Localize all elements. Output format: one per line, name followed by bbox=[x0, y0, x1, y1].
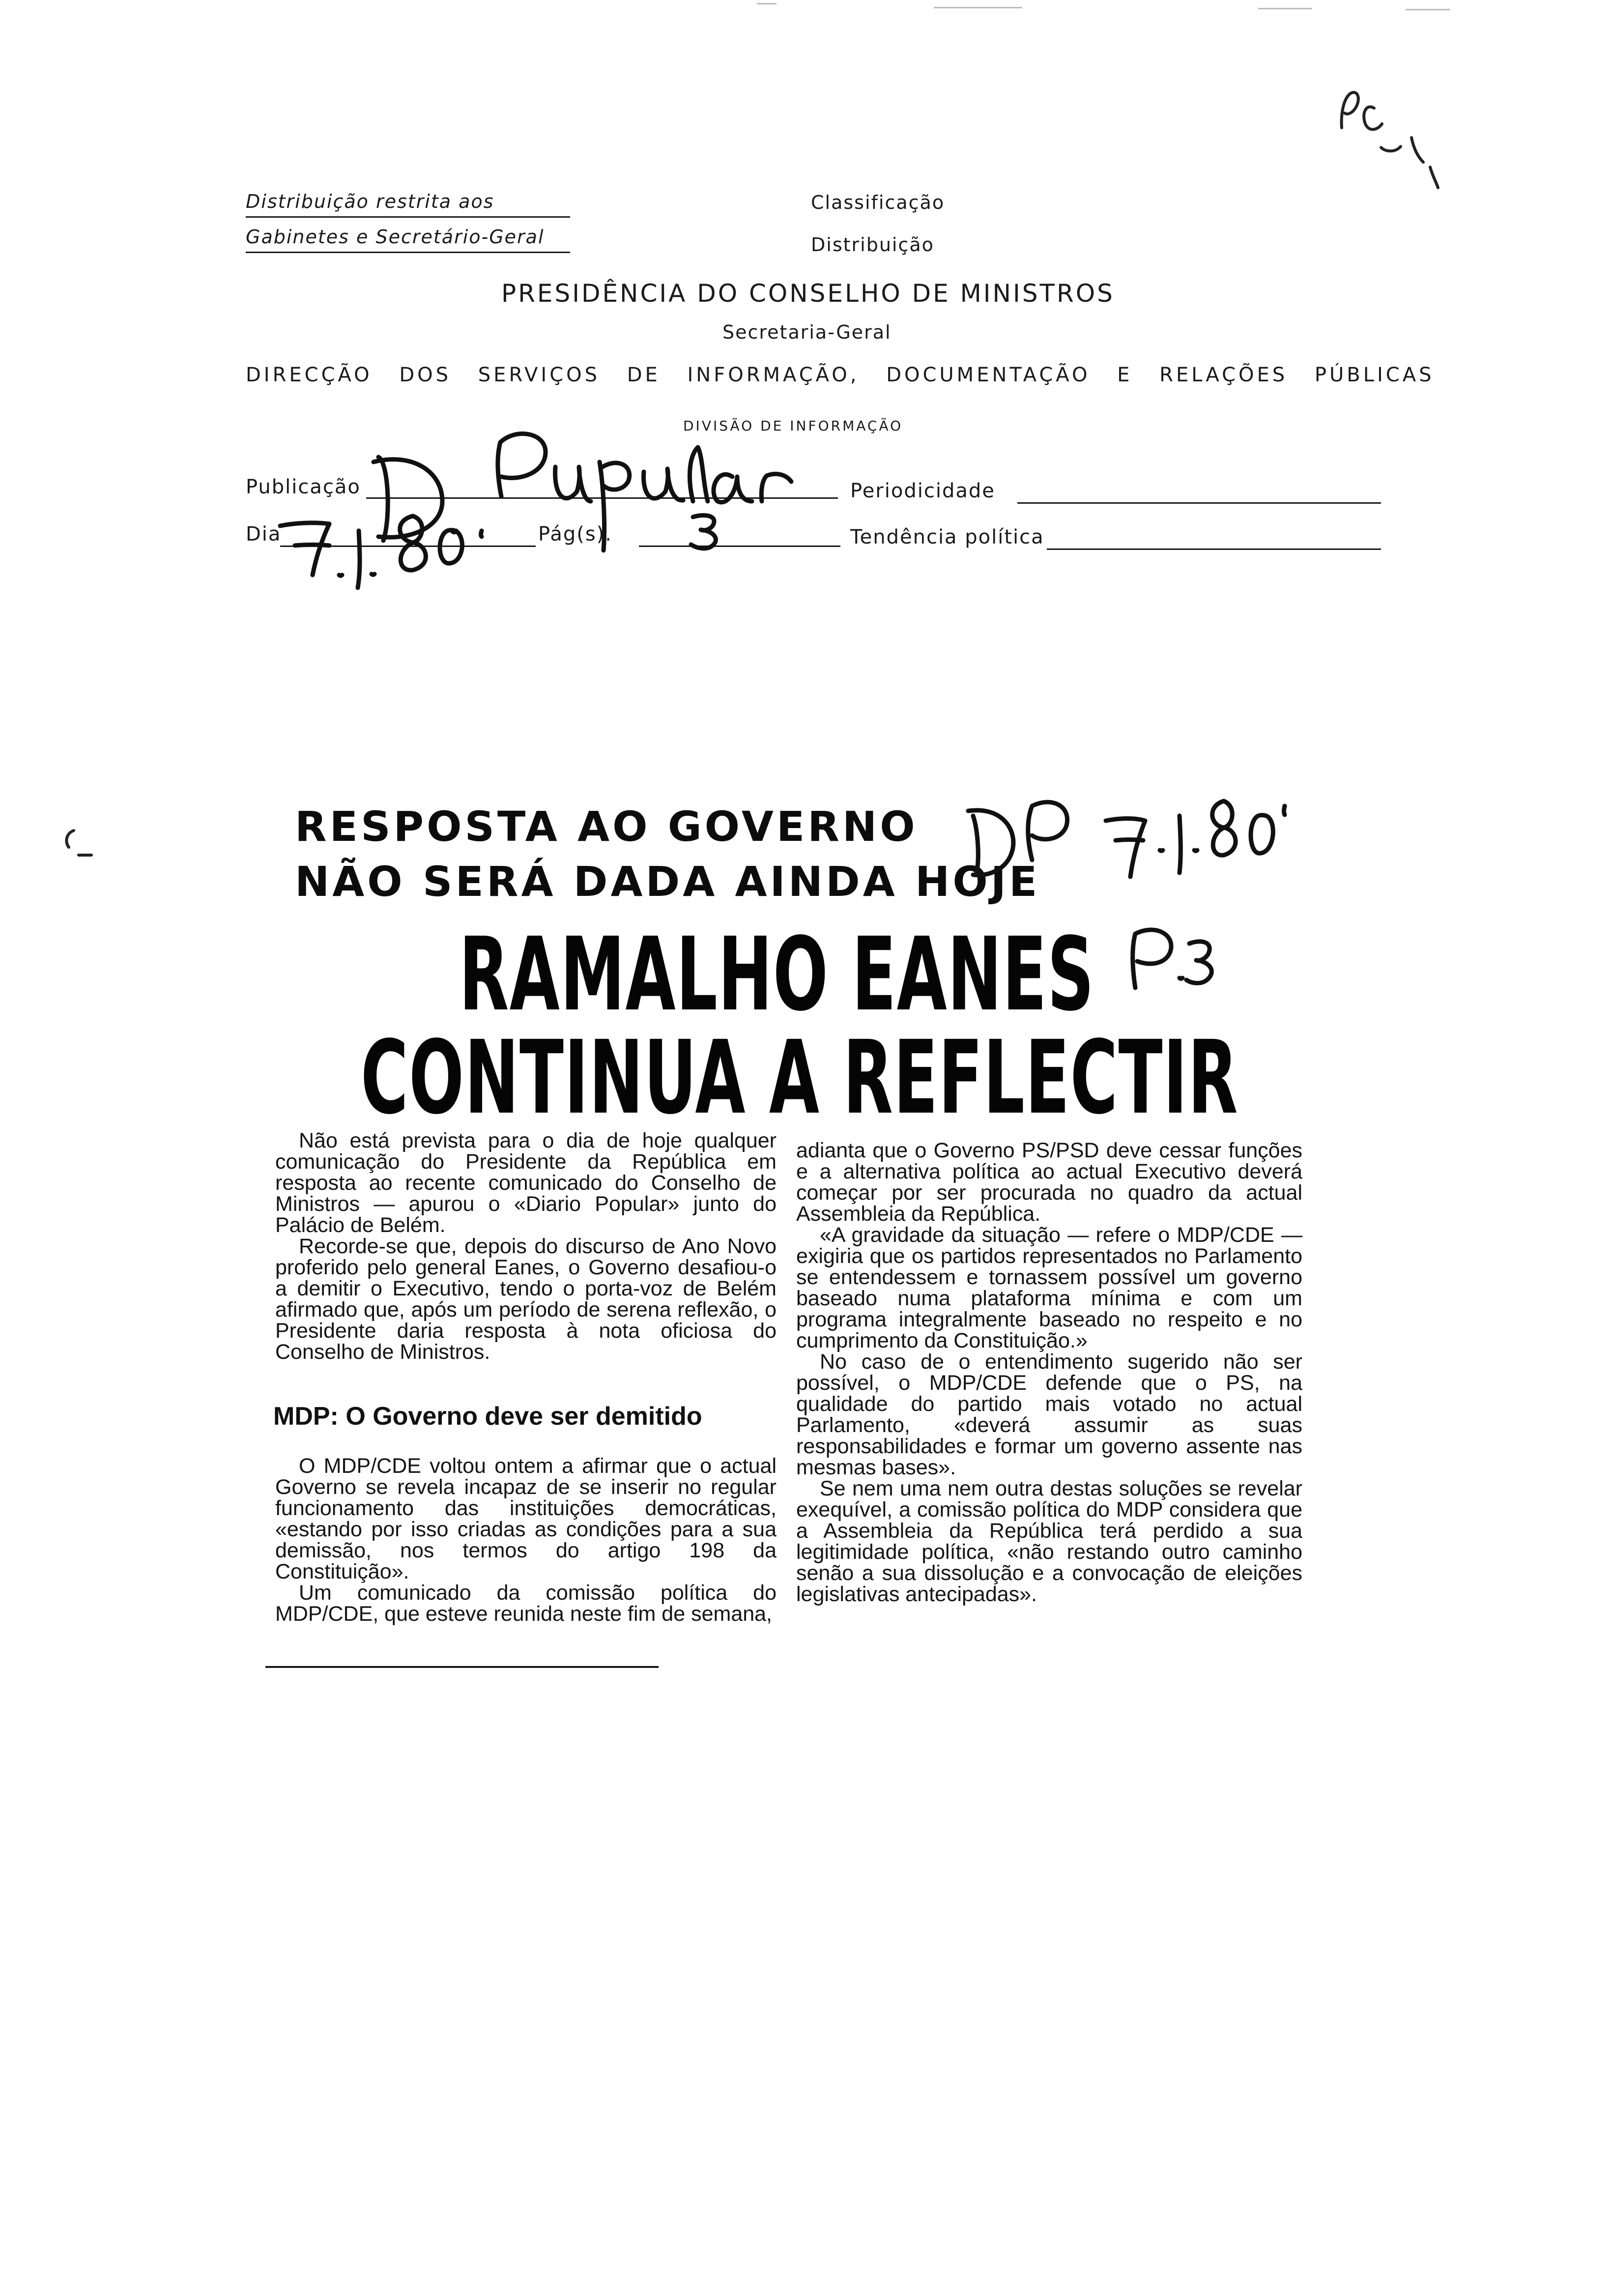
pages-field-line bbox=[639, 545, 840, 547]
periodicity-label: Periodicidade bbox=[850, 480, 995, 502]
day-handwritten-value bbox=[275, 501, 531, 590]
periodicity-field-line bbox=[1017, 502, 1381, 504]
article-paragraph: «A gravidade da situação — refere o MDP/CDE — exigiria que os partidos representados no Parlamento se entendessem e tornassem possível um governo baseado numa plataforma mínima e com um programa integralmente baseado no respeito e no cumprimento da Constituição.» bbox=[796, 1223, 1302, 1352]
article-column-2 bbox=[796, 1140, 1302, 1605]
article-paragraph: O MDP/CDE voltou ontem a afirmar que o actual Governo se revela incapaz de se inserir no regular funcionamento das instituições democráticas, «estando por isso criadas as condições para a sua demissão, nos termos do artigo 198 da Constituição». bbox=[275, 1454, 777, 1583]
article-end-rule bbox=[265, 1666, 659, 1668]
page-reference-handwritten bbox=[1116, 919, 1224, 1003]
pages-handwritten-value bbox=[683, 511, 732, 550]
division-label: DIVISÃO DE INFORMAÇÃO bbox=[683, 418, 903, 434]
article-kicker-line2: NÃO SERÁ DADA AINDA HOJE bbox=[295, 858, 1040, 906]
scan-mark-top bbox=[1258, 8, 1312, 9]
classification-label: Classificação bbox=[811, 192, 945, 213]
article-paragraph: No caso de o entendimento sugerido não ser possível, o MDP/CDE defende que o PS, na qualidade do partido mais votado no actual Parlamento, «deverá assumir as suas responsabilidades e formar um governo assente nas mesmas bases». bbox=[796, 1350, 1302, 1479]
clip-reference-handwritten bbox=[958, 786, 1293, 885]
pages-label: Pág(s). bbox=[538, 523, 612, 545]
scan-mark-top bbox=[1406, 9, 1450, 10]
publication-label: Publicação bbox=[246, 476, 361, 498]
tendency-label: Tendência política bbox=[850, 526, 1044, 548]
scan-mark-top bbox=[934, 7, 1022, 8]
article-kicker-line1: RESPOSTA AO GOVERNO bbox=[295, 803, 918, 851]
header-rule bbox=[246, 252, 570, 253]
directorate-label: DIRECÇÃO DOS SERVIÇOS DE INFORMAÇÃO, DOCUMENTAÇÃO E RELAÇÕES PÚBLICAS bbox=[246, 364, 1435, 386]
institution-title: PRESIDÊNCIA DO CONSELHO DE MINISTROS bbox=[501, 279, 1115, 308]
header-rule bbox=[246, 216, 570, 218]
margin-mark bbox=[54, 826, 93, 865]
corner-mark bbox=[1327, 79, 1445, 197]
article-column-1 bbox=[275, 1130, 777, 1363]
distribution-label: Distribuição bbox=[811, 234, 934, 256]
article-paragraph: adianta que o Governo PS/PSD deve cessar funções e a alternativa política ao actual Executivo deverá começar por ser procurada no quadro da actual Assembleia da República. bbox=[796, 1139, 1302, 1226]
article-paragraph: Se nem uma nem outra destas soluções se revelar exequível, a comissão política do MDP considera que a Assembleia da República terá perdido a sua legitimidade política, «não restando outro caminho senão a sua dissolução e a convocação de eleições legislativas antecipadas». bbox=[796, 1477, 1302, 1606]
article-paragraph: Não está prevista para o dia de hoje qualquer comunicação do Presidente da República em resposta ao recente comunicado do Conselho de Ministros — apurou o «Diario Popular» junto do Palácio de Belém. bbox=[275, 1129, 777, 1237]
article-headline-line1: RAMALHO EANES bbox=[459, 916, 1095, 1033]
secretariat-label: Secretaria-Geral bbox=[722, 321, 892, 343]
article-subhead: MDP: O Governo deve ser demitido bbox=[273, 1402, 702, 1431]
distribution-offices-line: Gabinetes e Secretário-Geral bbox=[246, 226, 545, 248]
day-label: Dia bbox=[246, 523, 282, 545]
article-headline-line2: CONTINUA A REFLECTIR bbox=[361, 1019, 1238, 1137]
article-paragraph: Recorde-se que, depois do discurso de Ano Novo proferido pelo general Eanes, o Governo desafiou-o a demitir o Executivo, tendo o porta-voz de Belém afirmado que, após um período de serena reflexão, o Presidente daria resposta à nota oficiosa do Conselho de Ministros. bbox=[275, 1234, 777, 1364]
article-paragraph: Um comunicado da comissão política do MDP/CDE, que esteve reunida neste fim de semana, bbox=[275, 1581, 777, 1626]
article-column-1-continued bbox=[275, 1456, 777, 1625]
distribution-restricted-line: Distribuição restrita aos bbox=[246, 191, 494, 212]
tendency-field-line bbox=[1047, 548, 1381, 550]
scan-mark-top bbox=[757, 3, 777, 4]
